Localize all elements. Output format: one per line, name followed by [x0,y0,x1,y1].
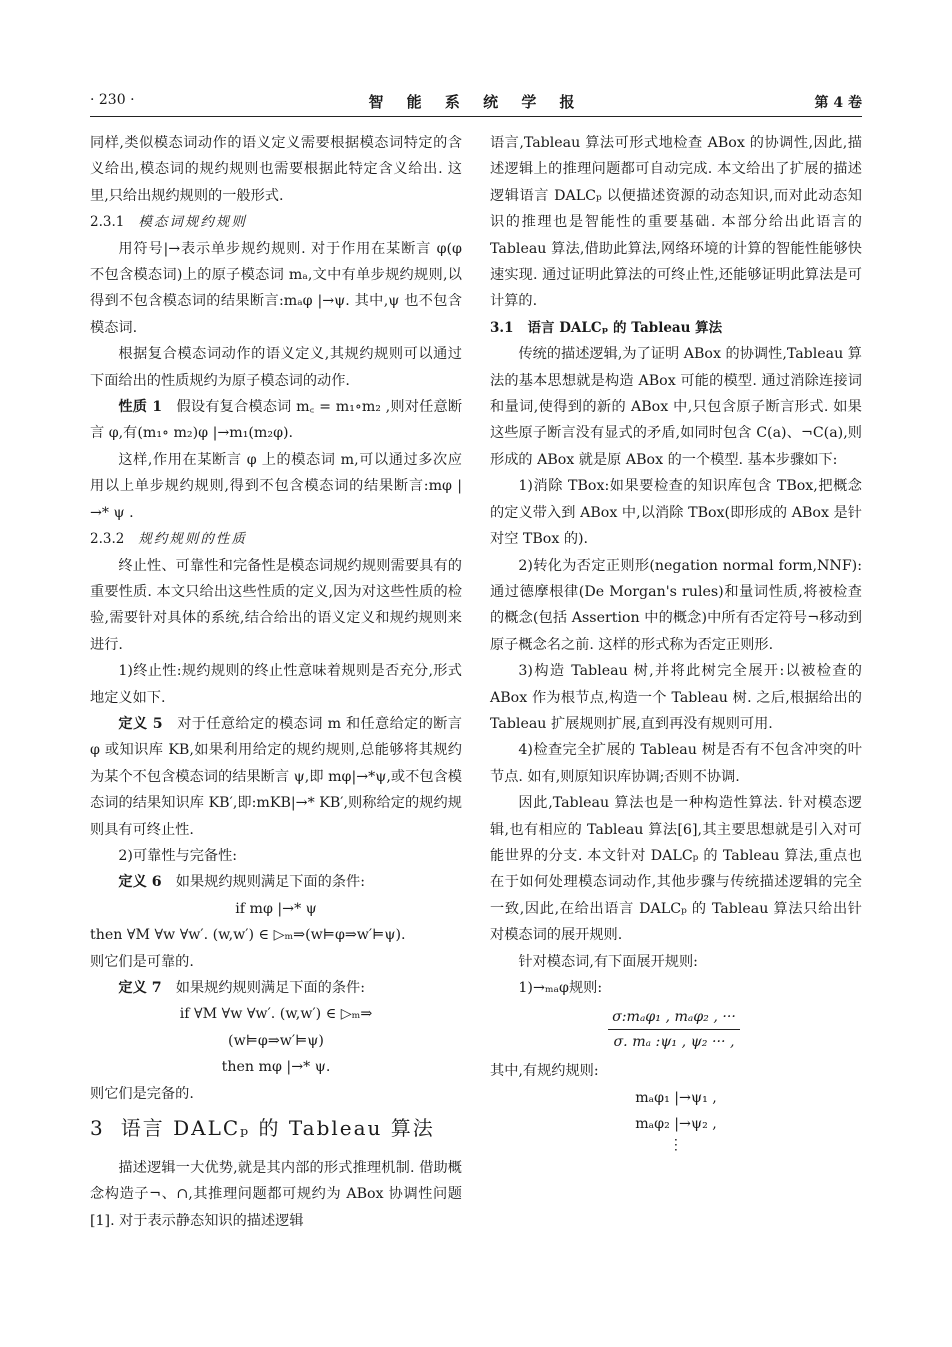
definition-paragraph [90,394,462,447]
paragraph: 终止性、可靠性和完备性是模态词规约规则需要具有的重要性质. 本文只给出这些性质的定义,因为对这些性质的检验,需要针对具体的系统,结合给出的语义定义和规约规则来进行. [90,557,462,653]
formula: (w⊨φ⇒w′⊨ψ) [228,1032,324,1049]
definition-paragraph [90,711,462,843]
paragraph: 用符号|→表示单步规约规则. 对于作用在某断言 φ(φ 不包含模态词)上的原子模态词 mₐ,文中有单步规约规则,以得到不包含模态词的结果断言:mₐφ |→ψ. 其中,ψ 也不包含模态词. [90,240,462,336]
paragraph: 根据复合模态词动作的语义定义,其规约规则可以通过下面给出的性质规约为原子模态词的动作. [90,346,462,389]
tableau-rule [608,1005,740,1054]
definition-text: 对于任意给定的模态词 m 和任意给定的断言 φ 或知识库 KB,如果利用给定的规约规则,总能够将其规约为某个不包含模态词的结果断言 ψ,即 mφ|→*ψ,或不包含模态词的结果知识库 KB′,即:mKB|→* KB′,则称给定的规约规则具有可终止性. [90,715,462,838]
definition-label: 定义 6 [118,874,162,891]
rule-conclusion: σ. mₐ :ψ₁ , ψ₂ ··· , [613,1034,735,1051]
paragraph: 2)可靠性与完备性: [118,847,238,864]
definition-label: 性质 1 [118,399,163,416]
paragraph: 2)转化为否定正则形(negation normal form,NNF):通过德摩根律(De Morgan's rules)和量词性质,将被检查的概念(包括 Assertion 中的概念)中所有否定符号¬移动到原子概念名之前. 这样的形式称为否定正则形. [490,557,862,653]
paragraph: 1)终止性:规约规则的终止性意味着规则是否充分,形式地定义如下. [90,663,462,706]
formula: then mφ |→* ψ. [221,1059,331,1076]
left-column [90,130,462,1234]
definition-label: 定义 7 [118,980,162,996]
right-column [490,130,862,1152]
section-title: 语言 DALCₚ 的 Tableau 算法 [120,1116,435,1141]
ellipsis: ⋮ [668,1136,684,1153]
paragraph: 同样,类似模态词动作的语义定义需要根据模态词特定的含义给出,模态词的规约规则也需要根据此特定含义给出. 这里,只给出规约规则的一般形式. [90,135,462,204]
formula: mₐφ₂ |→ψ₂ , [635,1116,717,1133]
paragraph: 3)构造 Tableau 树,并将此树完全展开:以被检查的 ABox 作为根节点,构造一个 Tableau 树. 之后,根据给出的 Tableau 扩展规则扩展,直到再没有规则可用. [490,663,862,732]
subsection-heading [90,526,462,552]
section-heading [90,1113,462,1143]
paragraph: 描述逻辑一大优势,就是其内部的形式推理机制. 借助概念构造子¬、∩,其推理问题都可规约为 ABox 协调性问题[1]. 对于表示静态知识的描述逻辑 [90,1160,462,1229]
formula: if ∀M ∀w ∀w′. (w,w′) ∈ ▷ₘ⇒ [179,1006,373,1023]
paragraph: 则它们是完备的. [90,1085,194,1102]
paragraph: then ∀M ∀w ∀w′. (w,w′) ∈ ▷ₘ⇒(w⊨φ⇒w′⊨ψ). [90,927,406,944]
definition-text: 如果规约规则满足下面的条件: [175,874,365,891]
subsection-number: 2.3.1 [90,214,125,231]
subsection-title: 语言 DALCₚ 的 Tableau 算法 [527,319,723,336]
section-number: 3 [90,1116,103,1141]
subsection-number: 2.3.2 [90,531,125,548]
subsection-title: 模态词规约规则 [138,214,247,231]
paragraph: 针对模态词,有下面展开规则: [518,953,698,970]
journal-title: 智 能 系 统 学 报 [368,93,584,111]
paragraph: 传统的描述逻辑,为了证明 ABox 的协调性,Tableau 算法的基本思想就是构造 ABox 可能的模型. 通过消除连接词和量词,使得到的新的 ABox 中,只包含原子断言形式. 如果这些原子断言没有显式的矛盾,如同时包含 C(a)、¬C(a),则形成的 ABox 就是原 ABox 的一个模型. 基本步骤如下: [490,346,862,468]
paragraph: 语言,Tableau 算法可形式地检查 ABox 的协调性,因此,描述逻辑上的推理问题都可自动完成. 本文给出了扩展的描述逻辑语言 DALCₚ 以便描述资源的动态知识,而对此动态知识的推理也是智能性的重要基础. 本部分给出此语言的 Tableau 算法,借助此算法,网络环境的计算的智能性能够快速实现. 通过证明此算法的可终止性,还能够证明此算法是可计算的. [490,135,862,310]
definition-paragraph [90,975,462,1001]
paragraph: 4)检查完全扩展的 Tableau 树是否有不包含冲突的叶节点. 如有,则原知识库协调;否则不协调. [490,742,862,785]
definition-text: 假设有复合模态词 m꜀ = m₁∘m₂ ,则对任意断言 φ,有(m₁∘ m₂)φ |→m₁(m₂φ). [90,399,463,442]
running-header [90,88,862,114]
paragraph: 1)消除 TBox:如果要检查的知识库包含 TBox,把概念的定义带入到 ABox 中,以消除 TBox(即形成的 ABox 是针对空 TBox 的). [490,478,862,548]
rule-premise: σ:mₐφ₁ , mₐφ₂ , ··· [608,1005,740,1030]
subsection-title: 规约规则的性质 [138,531,247,548]
paragraph: 因此,Tableau 算法也是一种构造性算法. 针对模态逻辑,也有相应的 Tableau 算法[6],其主要思想就是引入对可能世界的分支. 本文针对 DALCₚ 的 Tableau 算法,重点也在于如何处理模态词动作,其他步骤与传统描述逻辑的完全一致,因此,在给出语言 DALCₚ 的 Tableau 算法只给出针对模态词的展开规则. [490,795,862,944]
page-number: · 230 · [90,92,135,108]
paragraph: 则它们是可靠的. [90,953,194,970]
paragraph: 这样,作用在某断言 φ 上的模态词 m,可以通过多次应用以上单步规约规则,得到不包含模态词的结果断言:mφ |→* ψ . [90,451,462,521]
volume-label: 第 4 卷 [814,95,862,111]
formula: mₐφ₁ |→ψ₁ , [635,1089,717,1106]
subsection-number: 3.1 [490,319,514,336]
header-rule [90,116,862,117]
paragraph: 其中,有规约规则: [490,1063,599,1080]
definition-label: 定义 5 [118,715,163,732]
subsection-heading [90,209,462,235]
definition-paragraph [90,869,462,895]
formula: if mφ |→* ψ [235,900,317,917]
subsection-heading [490,315,862,341]
definition-text: 如果规约规则满足下面的条件: [175,980,365,996]
paragraph: 1)→ₘₐφ规则: [518,980,603,996]
